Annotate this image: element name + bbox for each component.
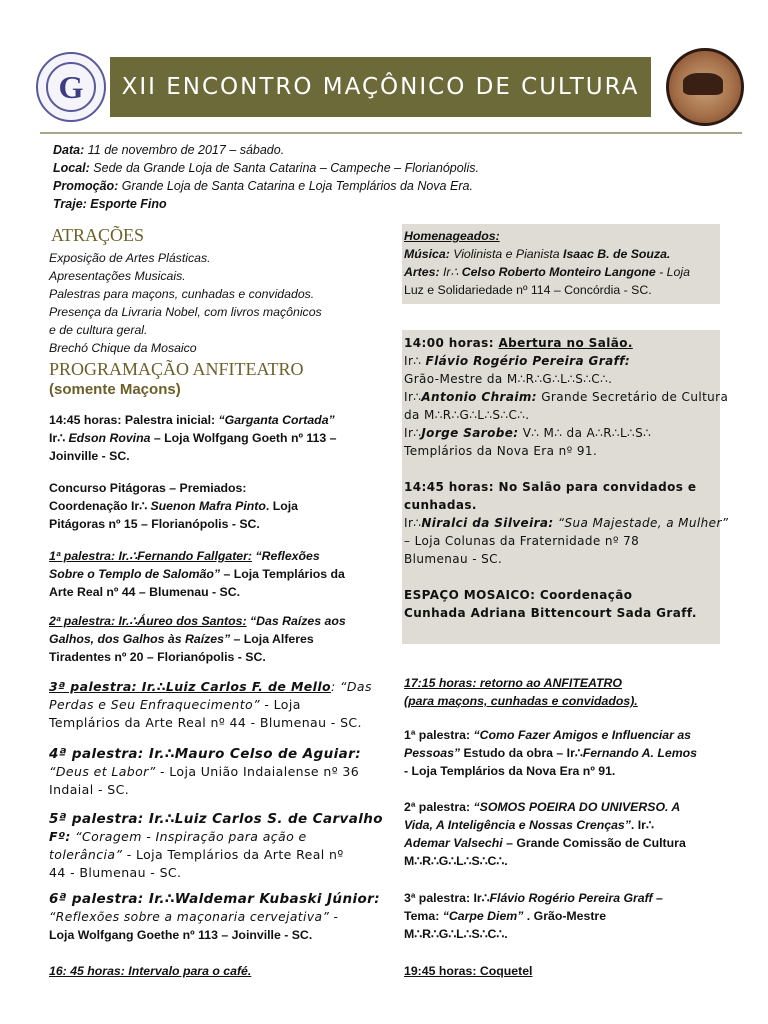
program-item-opening-talk: 14:45 horas: Palestra inicial: “Garganta Cortada” Ir∴ Edson Rovina – Loja Wolfgang Goeth nº 113 – Joinville - SC. bbox=[49, 413, 337, 463]
event-dress-code: Traje: Esporte Fino bbox=[53, 197, 167, 211]
templar-seal-logo bbox=[666, 48, 744, 126]
title-banner bbox=[110, 57, 651, 117]
event-location: Local: Sede da Grande Loja de Santa Catarina – Campeche – Florianópolis. bbox=[53, 161, 479, 175]
salon-block: 14:00 horas: Abertura no Salão. Ir∴ Flávio Rogério Pereira Graff: Grão-Mestre da M∴R∴G∴L∴S∴C∴. Ir∴Antonio Chraim: Grande Secretário de Cultura da M∴R∴G∴L∴S∴C∴. Ir∴Jorge Sarobe: V∴ M∴ da A∴R∴L∴S∴ Templários da Nova Era nº 91. 14:45 horas: No Salão para convidados e cunhadas. Ir∴Niralci da Silveira: “Sua Majestade, a Mulher” – Loja Colunas da Fraternidade nº 78 Blumenau - SC. ESPAÇO MOSAICO: Coordenação Cunhada Adriana Bittencourt Sada Graff. bbox=[404, 336, 729, 620]
attraction-item: Brechó Chique da Mosaico bbox=[49, 341, 197, 355]
return-talk-1: 1ª palestra: “Como Fazer Amigos e Influenciar as Pessoas” Estudo da obra – Ir∴Fernando A. Lemos - Loja Templários da Nova Era nº 91. bbox=[404, 728, 698, 778]
attraction-item: Apresentações Musicais. bbox=[49, 269, 186, 283]
honorees-block: Homenageados: Música: Violinista e Pianista Isaac B. de Souza. Artes: Ir∴ Celso Roberto Monteiro Langone - Loja Luz e Solidariedade nº 114 – Concórdia - SC. bbox=[404, 229, 690, 297]
attraction-item: Exposição de Artes Plásticas. bbox=[49, 251, 211, 265]
program-item-talk-2: 2ª palestra: Ir.∴Áureo dos Santos: “Das Raízes aos Galhos, dos Galhos às Raízes” – Loja Alferes Tiradentes nº 20 – Florianópolis - SC. bbox=[49, 614, 346, 664]
program-item-talk-4: 4ª palestra: Ir.∴Mauro Celso de Aguiar: “Deus et Labor” - Loja União Indaialense nº 36 Indaial - SC. bbox=[49, 746, 362, 797]
seal-horsemen-emblem bbox=[683, 73, 723, 95]
attraction-item: Presença da Livraria Nobel, com livros maçônicos bbox=[49, 305, 322, 319]
return-talk-2: 2ª palestra: “SOMOS POEIRA DO UNIVERSO. A Vida, A Inteligência e Nossas Crenças”. Ir∴ Ademar Valsechi – Grande Comissão de Cultura M∴R∴G∴L∴S∴C∴. bbox=[404, 800, 686, 868]
cocktail-item: 19:45 horas: Coquetel bbox=[404, 964, 533, 978]
title-divider bbox=[40, 132, 742, 134]
seal-letter: G bbox=[46, 62, 96, 112]
program-item-pitagoras-contest: Concurso Pitágoras – Premiados: Coordenação Ir∴ Suenon Mafra Pinto. Loja Pitágoras nº 15 – Florianópolis - SC. bbox=[49, 481, 299, 531]
program-item-talk-6: 6ª palestra: Ir.∴Waldemar Kubaski Júnior: “Reflexões sobre a maçonaria cervejativa” - Loja Wolfgang Goethe nº 113 – Joinville - SC. bbox=[49, 891, 381, 942]
program-item-talk-3: 3ª palestra: Ir.∴Luiz Carlos F. de Mello: “Das Perdas e Seu Enfraquecimento” - Loja Templários da Arte Real nº 44 - Blumenau - SC. bbox=[49, 679, 372, 730]
program-item-coffee-break: 16: 45 horas: Intervalo para o café. bbox=[49, 964, 252, 978]
program-subtitle: (somente Maçons) bbox=[49, 381, 181, 398]
grand-lodge-seal-logo bbox=[36, 52, 106, 122]
return-amphitheater: 17:15 horas: retorno ao ANFITEATRO (para maçons, cunhadas e convidados). bbox=[404, 676, 638, 708]
attraction-item: Palestras para maçons, cunhadas e convidados. bbox=[49, 287, 315, 301]
event-date: Data: 11 de novembro de 2017 – sábado. bbox=[53, 143, 285, 157]
page-title: XII ENCONTRO MAÇÔNICO DE CULTURA bbox=[121, 74, 640, 100]
event-promotion: Promoção: Grande Loja de Santa Catarina e Loja Templários da Nova Era. bbox=[53, 179, 473, 193]
program-item-talk-1: 1ª palestra: Ir.∴Fernando Fallgater: “Reflexões Sobre o Templo de Salomão” – Loja Templários da Arte Real nº 44 – Blumenau - SC. bbox=[49, 549, 345, 599]
return-talk-3: 3ª palestra: Ir∴Flávio Rogério Pereira Graff – Tema: “Carpe Diem” . Grão-Mestre M∴R∴G∴L∴S∴C∴. bbox=[404, 891, 663, 941]
program-item-talk-5: 5ª palestra: Ir.∴Luiz Carlos S. de Carvalho Fº: “Coragem - Inspiração para ação e tolerância” - Loja Templários da Arte Real nº 44 - Blumenau - SC. bbox=[49, 811, 383, 880]
attractions-heading: ATRAÇÕES bbox=[51, 225, 145, 245]
attraction-item: e de cultura geral. bbox=[49, 323, 148, 337]
program-heading: PROGRAMAÇÃO ANFITEATRO bbox=[49, 359, 304, 379]
